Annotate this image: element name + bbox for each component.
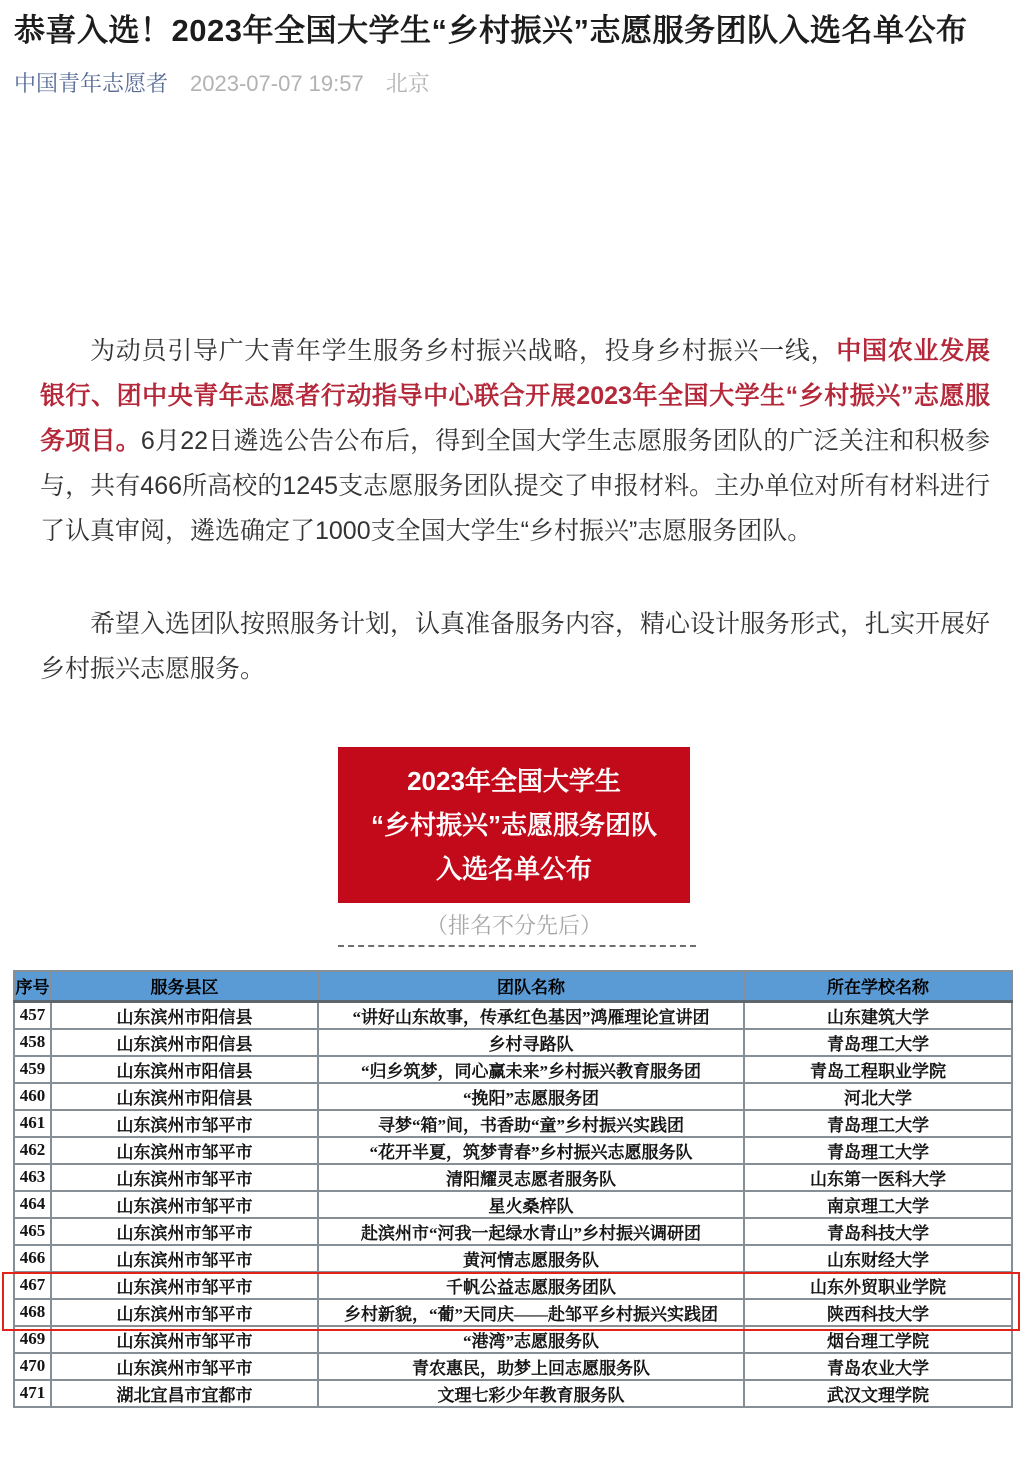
cell-service-county: 山东滨州市邹平市 [51, 1272, 318, 1299]
cell-school-name: 南京理工大学 [744, 1191, 1012, 1218]
cell-school-name: 山东外贸职业学院 [744, 1272, 1012, 1299]
cell-team-name: 星火桑梓队 [318, 1191, 744, 1218]
cell-school-name: 青岛工程职业学院 [744, 1056, 1012, 1083]
header-team-name: 团队名称 [318, 971, 744, 1001]
paragraph-intro-normal-2: 6月22日遴选公告公布后，得到全国大学生志愿服务团队的广泛关注和积极参与，共有466所高校的1245支志愿服务团队提交了申报材料。主办单位对所有材料进行了认真审阅，遴选确定了1000支全国大学生“乡村振兴”志愿服务团队。 [40, 427, 990, 545]
cell-school-name: 青岛理工大学 [744, 1029, 1012, 1056]
table-row [14, 1353, 1012, 1380]
cell-school-name: 青岛农业大学 [744, 1353, 1012, 1380]
cell-team-name: 寻梦“箱”间，书香助“童”乡村振兴实践团 [318, 1110, 744, 1137]
account-name-link[interactable]: 中国青年志愿者 [14, 71, 169, 96]
table-row [14, 1272, 1012, 1299]
cell-school-name: 山东第一医科大学 [744, 1164, 1012, 1191]
article-page [0, 8, 1024, 1477]
cell-serial-number: 469 [14, 1326, 51, 1353]
cell-team-name: “花开半夏，筑梦青春”乡村振兴志愿服务队 [318, 1137, 744, 1164]
cell-service-county: 山东滨州市邹平市 [51, 1326, 318, 1353]
cell-service-county: 山东滨州市邹平市 [51, 1164, 318, 1191]
cell-team-name: “归乡筑梦，同心赢未来”乡村振兴教育服务团 [318, 1056, 744, 1083]
cell-service-county: 山东滨州市邹平市 [51, 1245, 318, 1272]
publish-date: 2023-07-07 19:57 [190, 71, 364, 96]
cell-serial-number: 463 [14, 1164, 51, 1191]
cell-school-name: 青岛科技大学 [744, 1218, 1012, 1245]
table-row [14, 1164, 1012, 1191]
cell-service-county: 山东滨州市邹平市 [51, 1299, 318, 1326]
table-row [14, 1056, 1012, 1083]
cell-service-county: 山东滨州市阳信县 [51, 1056, 318, 1083]
publish-location: 北京 [385, 71, 430, 96]
table-row [14, 1029, 1012, 1056]
paragraph-hope: 希望入选团队按照服务计划，认真准备服务内容，精心设计服务形式，扎实开展好乡村振兴志愿服务。 [40, 610, 991, 683]
cell-serial-number: 466 [14, 1245, 51, 1272]
cell-service-county: 山东滨州市邹平市 [51, 1137, 318, 1164]
table-row [14, 1245, 1012, 1272]
cell-serial-number: 471 [14, 1380, 51, 1407]
table-row [14, 1326, 1012, 1353]
cell-serial-number: 465 [14, 1218, 51, 1245]
cell-service-county: 山东滨州市邹平市 [51, 1110, 318, 1137]
cell-team-name: “讲好山东故事，传承红色基因”鸿雁理论宣讲团 [318, 1001, 744, 1029]
cell-team-name: 文理七彩少年教育服务队 [318, 1380, 744, 1407]
cell-team-name: 黄河情志愿服务队 [318, 1245, 744, 1272]
banner-line-1: 2023年全国大学生 [407, 766, 621, 796]
cell-school-name: 烟台理工学院 [744, 1326, 1012, 1353]
table-row [14, 1137, 1012, 1164]
roster-table-wrap [13, 970, 1011, 1408]
announcement-banner [338, 747, 690, 903]
cell-school-name: 河北大学 [744, 1083, 1012, 1110]
article-body [40, 329, 990, 692]
cell-team-name: 千帆公益志愿服务团队 [318, 1272, 744, 1299]
cell-serial-number: 461 [14, 1110, 51, 1137]
cell-team-name: 乡村新貌，“葡”天同庆——赴邹平乡村振兴实践团 [318, 1299, 744, 1326]
cell-serial-number: 457 [14, 1001, 51, 1029]
table-row [14, 1380, 1012, 1407]
cell-team-name: 乡村寻路队 [318, 1029, 744, 1056]
cell-team-name: “港湾”志愿服务队 [318, 1326, 744, 1353]
cell-service-county: 山东滨州市邹平市 [51, 1353, 318, 1380]
cell-serial-number: 468 [14, 1299, 51, 1326]
cell-serial-number: 459 [14, 1056, 51, 1083]
cell-school-name: 山东财经大学 [744, 1245, 1012, 1272]
cell-serial-number: 458 [14, 1029, 51, 1056]
table-row [14, 1218, 1012, 1245]
cell-serial-number: 462 [14, 1137, 51, 1164]
table-header-row [14, 971, 1012, 1001]
cell-service-county: 湖北宜昌市宜都市 [51, 1380, 318, 1407]
cell-service-county: 山东滨州市阳信县 [51, 1029, 318, 1056]
cell-school-name: 青岛理工大学 [744, 1110, 1012, 1137]
cell-school-name: 陕西科技大学 [744, 1299, 1012, 1326]
paragraph-intro-normal-1: 为动员引导广大青年学生服务乡村振兴战略，投身乡村振兴一线， [90, 337, 837, 365]
byline [14, 70, 1014, 98]
cell-team-name: 清阳耀灵志愿者服务队 [318, 1164, 744, 1191]
table-row [14, 1001, 1012, 1029]
table-row [14, 1299, 1012, 1326]
cell-service-county: 山东滨州市阳信县 [51, 1001, 318, 1029]
paragraph-intro [40, 329, 990, 554]
dashed-divider [338, 945, 696, 947]
table-row [14, 1191, 1012, 1218]
cell-team-name: 赴滨州市“河我一起绿水青山”乡村振兴调研团 [318, 1218, 744, 1245]
ranking-note: （排名不分先后） [425, 913, 602, 938]
header-school-name: 所在学校名称 [744, 971, 1012, 1001]
cell-school-name: 青岛理工大学 [744, 1137, 1012, 1164]
table-row [14, 1110, 1012, 1137]
cell-school-name: 武汉文理学院 [744, 1380, 1012, 1407]
cell-school-name: 山东建筑大学 [744, 1001, 1012, 1029]
table-row [14, 1083, 1012, 1110]
cell-serial-number: 467 [14, 1272, 51, 1299]
cell-team-name: “挽阳”志愿服务团 [318, 1083, 744, 1110]
cell-serial-number: 460 [14, 1083, 51, 1110]
cell-team-name: 青农惠民，助梦上回志愿服务队 [318, 1353, 744, 1380]
cell-service-county: 山东滨州市邹平市 [51, 1218, 318, 1245]
banner-line-2: “乡村振兴”志愿服务团队 [370, 810, 657, 840]
header-service-county: 服务县区 [51, 971, 318, 1001]
header-serial-number: 序号 [14, 971, 51, 1001]
cell-service-county: 山东滨州市阳信县 [51, 1083, 318, 1110]
page-title: 恭喜入选！2023年全国大学生“乡村振兴”志愿服务团队入选名单公布 [14, 13, 968, 48]
roster-table [13, 970, 1013, 1408]
cell-serial-number: 464 [14, 1191, 51, 1218]
cell-serial-number: 470 [14, 1353, 51, 1380]
cell-service-county: 山东滨州市邹平市 [51, 1191, 318, 1218]
paragraph-intro-highlight: 中国农业发展银行、团中央青年志愿者行动指导中心联合开展2023年全国大学生“乡村振兴”志愿服务项目。 [40, 337, 990, 455]
banner-line-3: 入选名单公布 [435, 854, 592, 884]
